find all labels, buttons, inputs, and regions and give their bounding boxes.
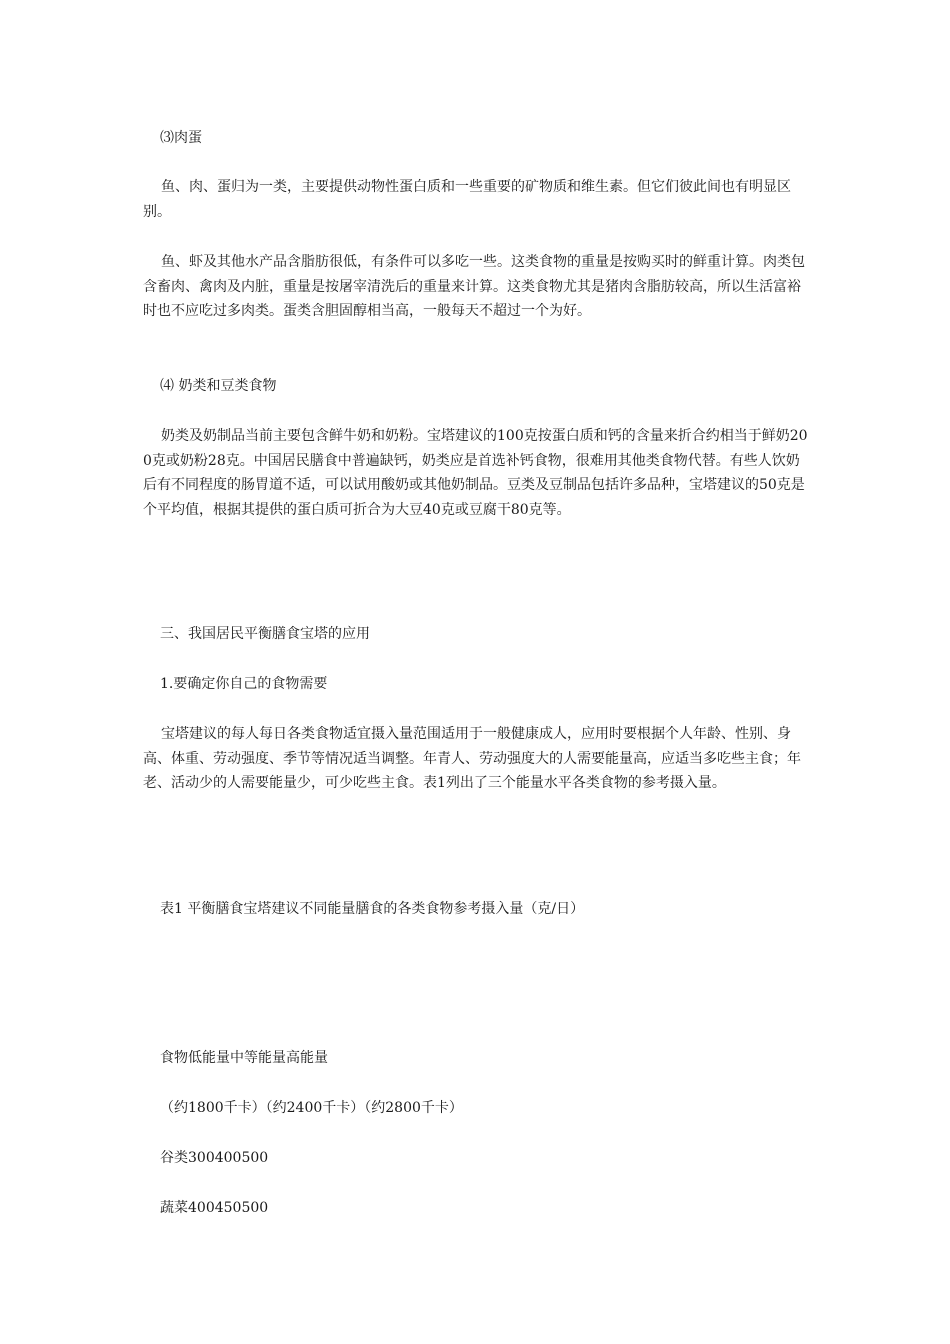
heading-section-three: 三、我国居民平衡膳食宝塔的应用	[160, 626, 370, 642]
table-caption: 表1 平衡膳食宝塔建议不同能量膳食的各类食物参考摄入量（克/日）	[160, 901, 585, 917]
heading-subsection-one: 1.要确定你自己的食物需要	[160, 676, 328, 692]
heading-meat-eggs: ⑶肉蛋	[160, 130, 202, 146]
table-subheader-row: （约1800千卡）（约2400千卡）（约2800千卡）	[160, 1100, 463, 1116]
paragraph-meat-intro: 鱼、肉、蛋归为一类，主要提供动物性蛋白质和一些重要的矿物质和维生素。但它们彼此间也有明显区别。	[143, 179, 791, 220]
table-row-vegetables: 蔬菜400450500	[160, 1200, 269, 1216]
table-row-grain: 谷类300400500	[160, 1150, 269, 1166]
paragraph-fish-meat-eggs: 鱼、虾及其他水产品含脂肪很低，有条件可以多吃一些。这类食物的重量是按购买时的鲜重计算。肉类包含畜肉、禽肉及内脏，重量是按屠宰清洗后的重量来计算。这类食物尤其是猪肉含脂肪较高，所以生活富裕时也不应吃过多肉类。蛋类含胆固醇相当高，一般每天不超过一个为好。	[143, 254, 805, 319]
heading-milk-beans: ⑷ 奶类和豆类食物	[160, 378, 277, 394]
table-header-row: 食物低能量中等能量高能量	[160, 1050, 328, 1066]
paragraph-food-needs: 宝塔建议的每人每日各类食物适宜摄入量范围适用于一般健康成人，应用时要根据个人年龄、性别、身高、体重、劳动强度、季节等情况适当调整。年青人、劳动强度大的人需要能量高，应适当多吃些主食；年老、活动少的人需要能量少，可少吃些主食。表1列出了三个能量水平各类食物的参考摄入量。	[143, 726, 801, 791]
paragraph-milk-beans: 奶类及奶制品当前主要包含鲜牛奶和奶粉。宝塔建议的100克按蛋白质和钙的含量来折合约相当于鲜奶200克或奶粉28克。中国居民膳食中普遍缺钙，奶类应是首选补钙食物，很难用其他类食物代替。有些人饮奶后有不同程度的肠胃道不适，可以试用酸奶或其他奶制品。豆类及豆制品包括许多品种，宝塔建议的50克是个平均值，根据其提供的蛋白质可折合为大豆40克或豆腐干80克等。	[143, 428, 808, 518]
